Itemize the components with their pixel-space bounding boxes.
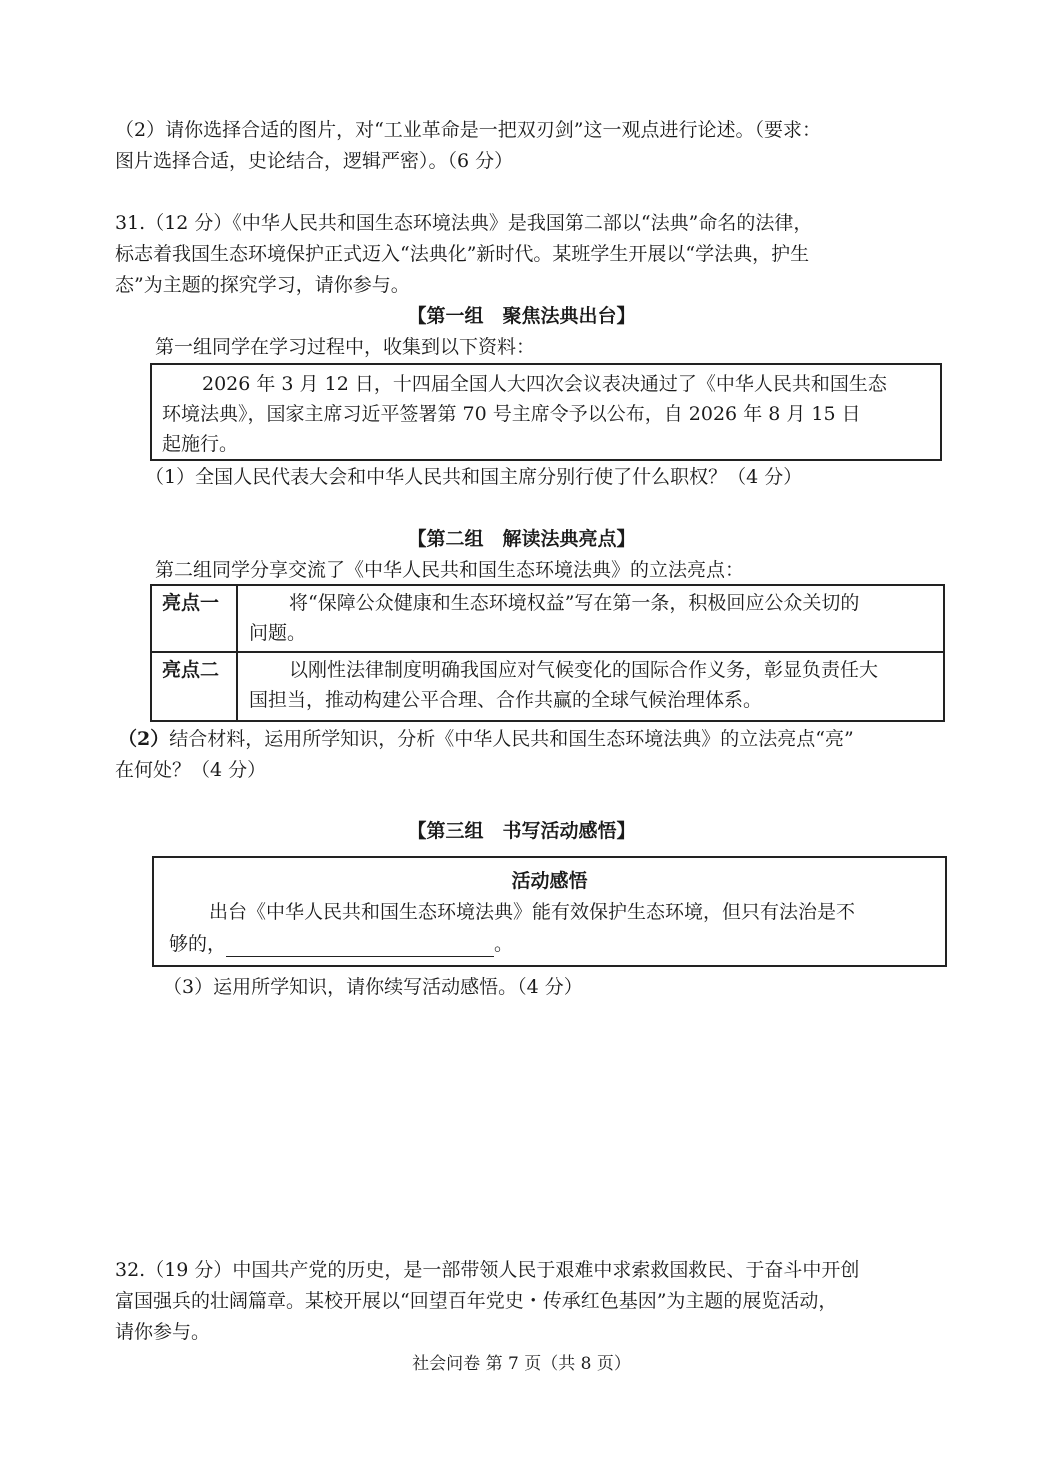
highlight-label: 亮点二 xyxy=(162,659,220,681)
highlights-table xyxy=(150,584,945,722)
group2-question-line1 xyxy=(118,726,854,752)
q31-intro-line3: 态”为主题的探究学习，请你参与。 xyxy=(115,274,410,296)
group3-title: 【第三组 书写活动感悟】 xyxy=(407,820,636,842)
group1-material-line1: 2026 年 3 月 12 日，十四届全国人大四次会议表决通过了《中华人民共和国生态 xyxy=(202,373,887,395)
reflection-box-title: 活动感悟 xyxy=(511,870,588,892)
highlight-text-line1: 以刚性法律制度明确我国应对气候变化的国际合作义务，彰显负责任大 xyxy=(289,659,879,681)
group2-question-line2: 在何处？（4 分） xyxy=(115,759,267,781)
highlight-text-line2: 问题。 xyxy=(249,622,307,644)
highlight-label: 亮点一 xyxy=(162,592,220,614)
answer-blank[interactable] xyxy=(226,936,494,957)
group1-material-line3: 起施行。 xyxy=(162,433,239,455)
reflection-line1: 出台《中华人民共和国生态环境法典》能有效保护生态环境，但只有法治是不 xyxy=(209,901,856,923)
group1-title: 【第一组 聚焦法典出台】 xyxy=(407,305,636,327)
group1-material-box xyxy=(150,363,942,461)
reflection-line2 xyxy=(169,931,513,957)
page-footer: 社会问卷 第 7 页（共 8 页） xyxy=(412,1354,631,1374)
group1-question: （1）全国人民代表大会和中华人民共和国主席分别行使了什么职权？（4 分） xyxy=(145,466,803,488)
group2-title: 【第二组 解读法典亮点】 xyxy=(407,528,636,550)
reflection-line2-suffix: 。 xyxy=(494,933,514,955)
highlight-text-line2: 国担当，推动构建公平合理、合作共赢的全球气候治理体系。 xyxy=(249,689,763,711)
group1-lead: 第一组同学在学习过程中，收集到以下资料： xyxy=(155,336,536,358)
q30-part2-line2: 图片选择合适，史论结合，逻辑严密）。（6 分） xyxy=(115,150,514,172)
table-divider-horizontal xyxy=(152,651,943,653)
table-divider-vertical xyxy=(236,586,238,720)
group3-question: （3）运用所学知识，请你续写活动感悟。（4 分） xyxy=(163,976,583,998)
reflection-line2-prefix: 够的， xyxy=(169,933,227,955)
group2-question-prefix: （2） xyxy=(118,728,170,750)
q31-intro-line1: 31.（12 分）《中华人民共和国生态环境法典》是我国第二部以“法典”命名的法律， xyxy=(115,212,813,234)
q31-intro-line2: 标志着我国生态环境保护正式迈入“法典化”新时代。某班学生开展以“学法典，护生 xyxy=(115,243,810,265)
q32-line2: 富国强兵的壮阔篇章。某校开展以“回望百年党史・传承红色基因”为主题的展览活动， xyxy=(115,1290,838,1312)
highlight-text-line1: 将“保障公众健康和生态环境权益”写在第一条，积极回应公众关切的 xyxy=(289,592,860,614)
q30-part2-line1: （2）请你选择合适的图片，对“工业革命是一把双刃剑”这一观点进行论述。（要求： xyxy=(115,119,822,141)
reflection-box xyxy=(152,856,947,967)
q32-line3: 请你参与。 xyxy=(115,1321,211,1343)
q32-line1: 32.（19 分）中国共产党的历史，是一部带领人民于艰难中求索救国救民、于奋斗中开创 xyxy=(115,1259,860,1281)
group2-lead: 第二组同学分享交流了《中华人民共和国生态环境法典》的立法亮点： xyxy=(155,559,745,581)
group2-question-text: 结合材料，运用所学知识，分析《中华人民共和国生态环境法典》的立法亮点“亮” xyxy=(169,728,854,750)
group1-material-line2: 环境法典》，国家主席习近平签署第 70 号主席令予以公布，自 2026 年 8 月 15 日 xyxy=(162,403,861,425)
